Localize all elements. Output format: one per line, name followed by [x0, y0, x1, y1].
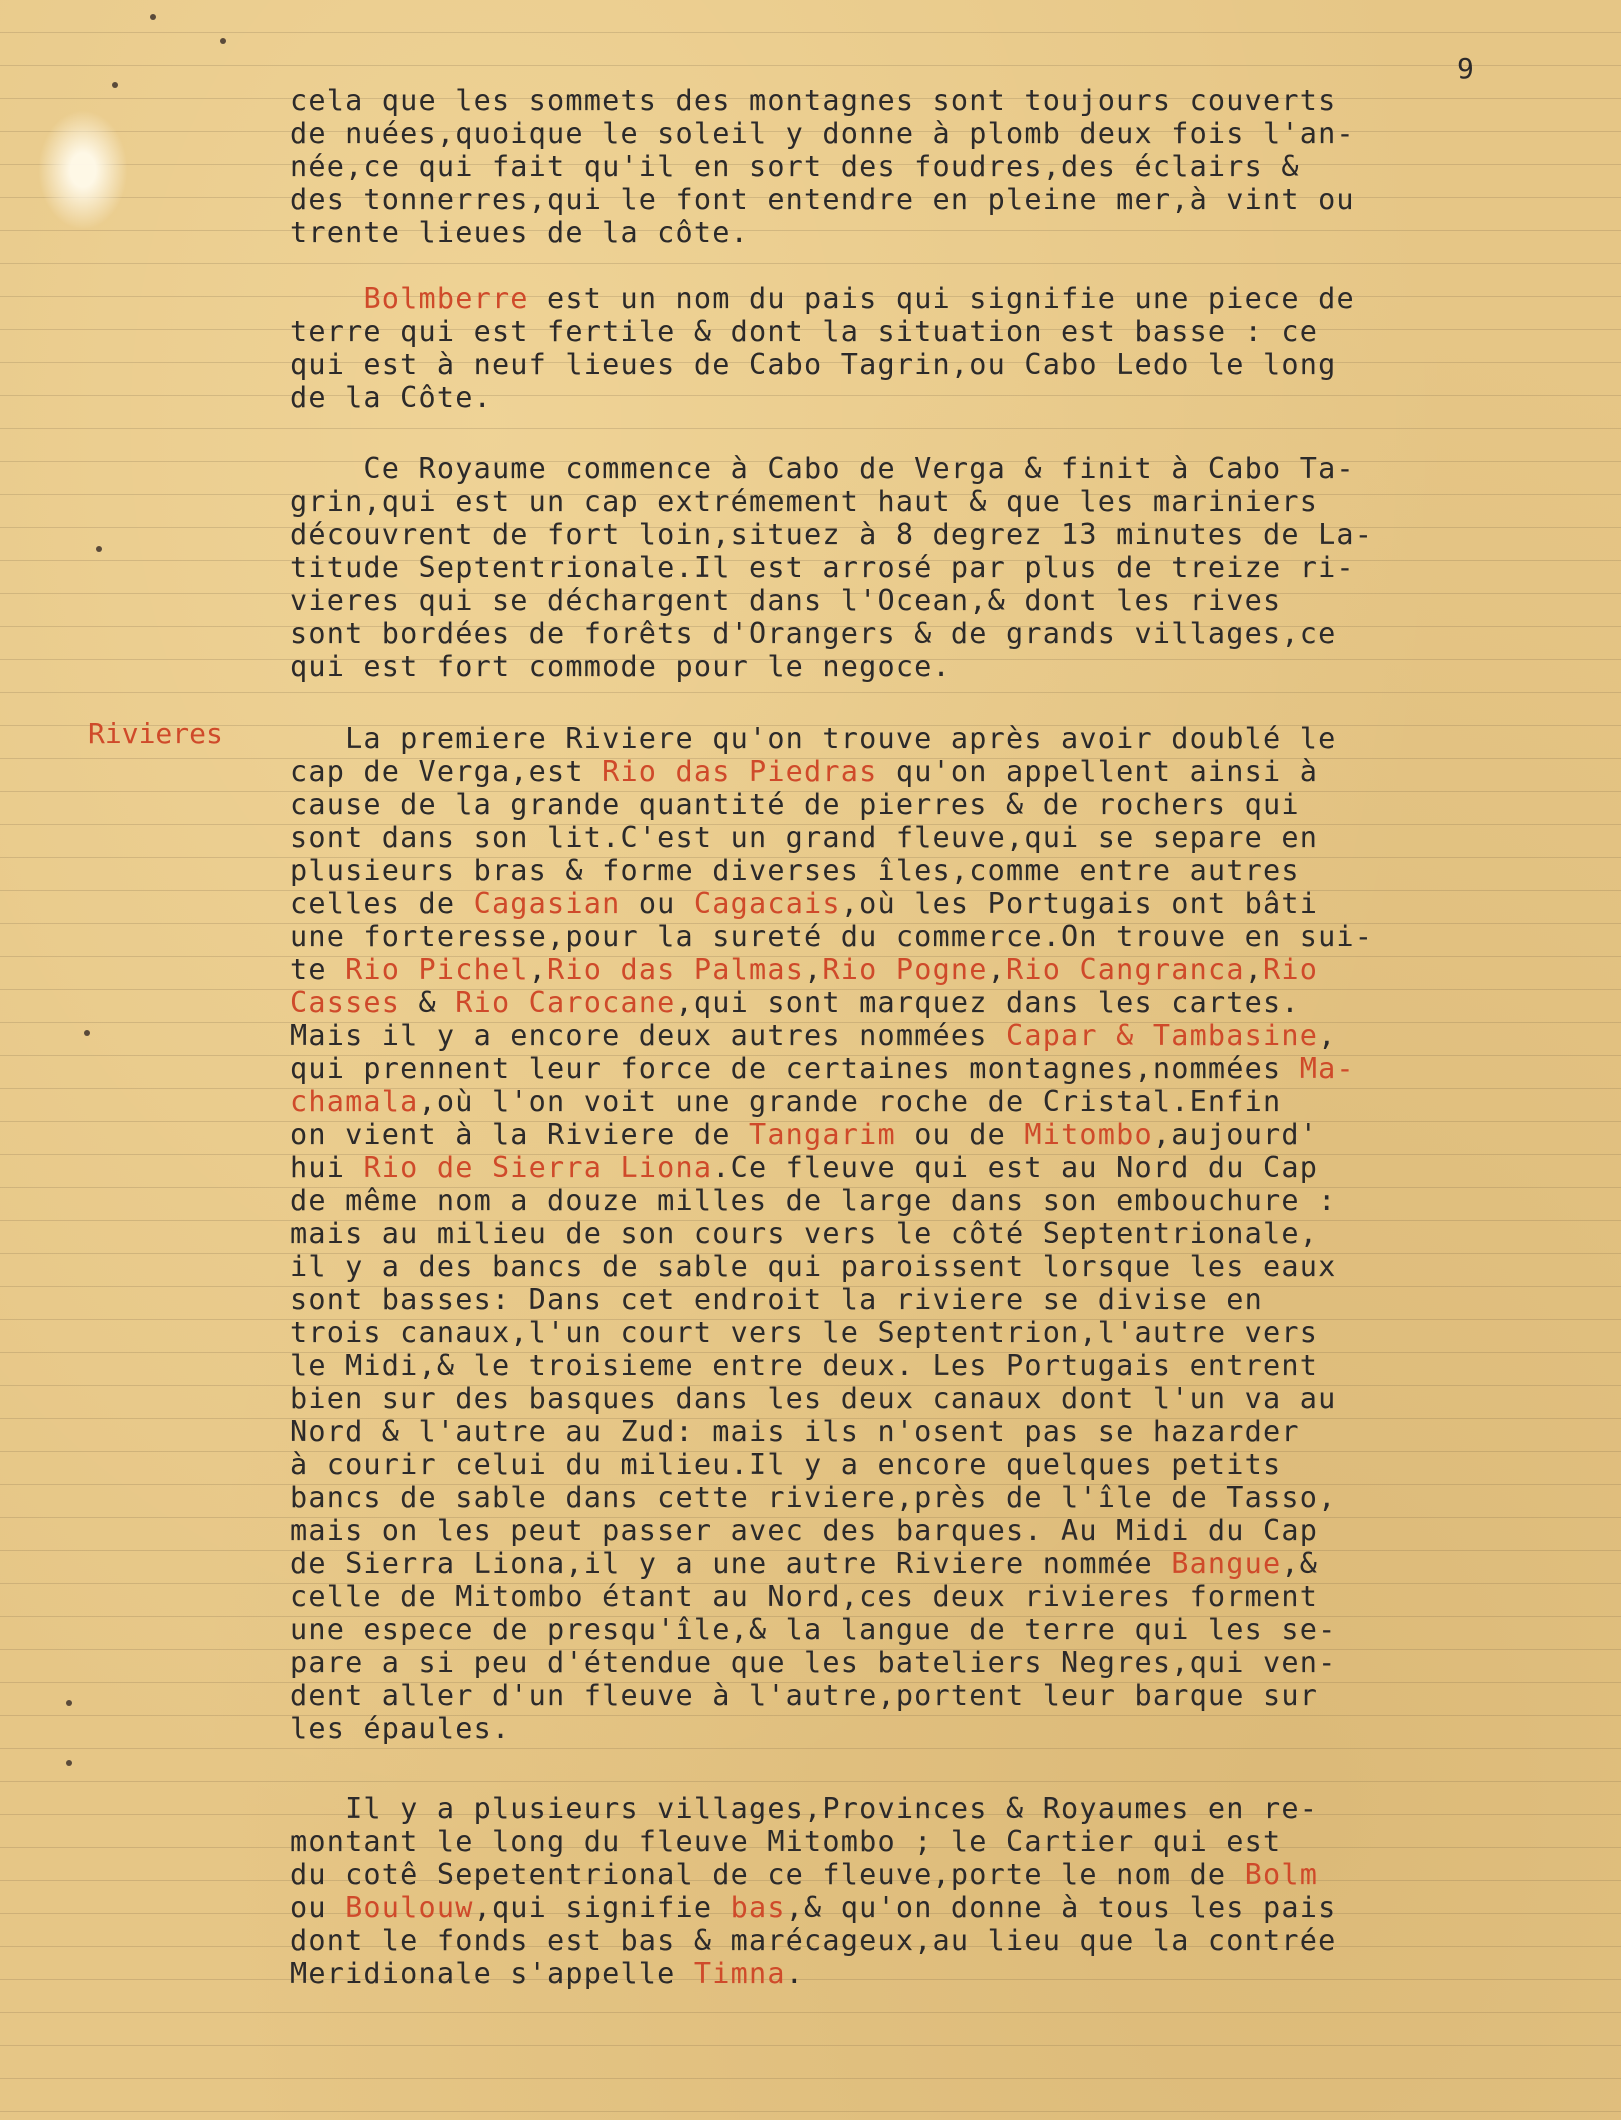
text-line	[290, 1613, 1460, 1646]
text-segment: est un nom du pais qui signifie une piece de	[528, 282, 1355, 315]
text-segment: ,	[804, 953, 823, 986]
text-segment: mais on les peut passer avec des barques. Au Midi du Cap	[290, 1514, 1319, 1547]
text-segment: ou de	[895, 1118, 1025, 1151]
text-segment: ,	[528, 953, 548, 986]
text-line	[290, 551, 1460, 584]
text-line	[290, 617, 1460, 650]
text-segment: qui est fort commode pour le negoce.	[290, 650, 951, 683]
text-line	[290, 953, 1460, 986]
page-number: 9	[1457, 52, 1474, 85]
text-segment: cela que les sommets des montagnes sont toujours couverts	[290, 84, 1337, 117]
text-segment: une forteresse,pour la sureté du commerce.On trouve en sui-	[290, 920, 1374, 953]
text-segment: qu'on appellent ainsi à	[877, 755, 1319, 788]
text-segment: Nord & l'autre au Zud: mais ils n'osent pas se hazarder	[290, 1415, 1300, 1448]
text-line	[290, 1957, 1460, 1990]
text-segment: Il y a plusieurs villages,Provinces & Royaumes en re-	[290, 1792, 1319, 1825]
text-segment: découvrent de fort loin,situez à 8 degrez 13 minutes de La-	[290, 518, 1374, 551]
text-line	[290, 1316, 1460, 1349]
text-segment: cause de la grande quantité de pierres & de rochers qui	[290, 788, 1300, 821]
place-name: Rio Cangranca	[1006, 953, 1245, 986]
place-name: Rio Carocane	[455, 986, 676, 1019]
text-segment: sont basses: Dans cet endroit la riviere se divise en	[290, 1283, 1263, 1316]
text-line	[290, 452, 1460, 485]
text-segment: de Sierra Liona,il y a une autre Riviere nommée	[290, 1547, 1172, 1580]
text-line	[290, 1481, 1460, 1514]
text-segment: ,	[1244, 953, 1264, 986]
text-segment: ou	[620, 887, 694, 920]
text-segment: des tonnerres,qui le font entendre en pleine mer,à vint ou	[290, 183, 1355, 216]
text-line	[290, 1448, 1460, 1481]
paragraph-5	[290, 1792, 1460, 1990]
text-line	[290, 650, 1460, 683]
place-name: Timna	[693, 1957, 786, 1990]
text-segment: à courir celui du milieu.Il y a encore quelques petits	[290, 1448, 1282, 1481]
text-segment: terre qui est fertile & dont la situation est basse : ce	[290, 315, 1319, 348]
text-segment: cap de Verga,est	[290, 755, 603, 788]
text-line	[290, 722, 1460, 755]
text-segment: te	[290, 953, 346, 986]
text-line	[290, 348, 1460, 381]
place-name: Rio Pichel	[345, 953, 529, 986]
place-name: Rio	[1263, 953, 1319, 986]
place-name: Rio das Piedras	[602, 755, 878, 788]
text-segment: trente lieues de la côte.	[290, 216, 749, 249]
paragraph-4	[290, 722, 1460, 1745]
text-segment: hui	[290, 1151, 364, 1184]
text-segment: les épaules.	[290, 1712, 511, 1745]
text-segment: dont le fonds est bas & marécageux,au lieu que la contrée	[290, 1924, 1337, 1957]
place-name: Casses	[290, 986, 401, 1019]
place-name: Ma-	[1299, 1052, 1355, 1085]
text-segment: du cotê Sepetentrional de ce fleuve,porte le nom de	[290, 1858, 1245, 1891]
place-name: Tangarim	[748, 1118, 896, 1151]
text-line	[290, 1283, 1460, 1316]
text-line	[290, 381, 1460, 414]
text-line	[290, 1415, 1460, 1448]
text-line	[290, 1858, 1460, 1891]
text-line	[290, 282, 1460, 315]
text-segment	[290, 282, 363, 315]
text-line	[290, 1217, 1460, 1250]
text-line	[290, 1382, 1460, 1415]
text-segment: vieres qui se déchargent dans l'Ocean,& dont les rives	[290, 584, 1282, 617]
place-name: Bolmberre	[363, 282, 529, 315]
text-line	[290, 755, 1460, 788]
text-line	[290, 887, 1460, 920]
ink-spot	[66, 1760, 72, 1766]
text-segment: ,où l'on voit une grande roche de Cristal.Enfin	[418, 1085, 1282, 1118]
place-name: Bangue	[1171, 1547, 1282, 1580]
place-name: Boulouw	[345, 1891, 474, 1924]
text-segment: ,& qu'on donne à tous les pais	[785, 1891, 1337, 1924]
text-line	[290, 986, 1460, 1019]
text-segment: sont dans son lit.C'est un grand fleuve,qui se separe en	[290, 821, 1319, 854]
text-segment: de la Côte.	[290, 381, 492, 414]
text-segment: ,où les Portugais ont bâti	[840, 887, 1319, 920]
text-segment: une espece de presqu'île,& la langue de terre qui les se-	[290, 1613, 1337, 1646]
text-line	[290, 1712, 1460, 1745]
text-segment: Ce Royaume commence à Cabo de Verga & finit à Cabo Ta-	[290, 452, 1355, 485]
text-line	[290, 1547, 1460, 1580]
text-line	[290, 788, 1460, 821]
text-segment: de nuées,quoique le soleil y donne à plomb deux fois l'an-	[290, 117, 1355, 150]
ink-spot	[150, 14, 156, 20]
text-segment: mais au milieu de son cours vers le côté Septentrionale,	[290, 1217, 1319, 1250]
text-segment: grin,qui est un cap extrémement haut & que les mariniers	[290, 485, 1319, 518]
text-segment: ,qui signifie	[473, 1891, 731, 1924]
text-segment: celles de	[290, 887, 474, 920]
paragraph-1	[290, 84, 1460, 249]
ink-spot	[66, 1700, 72, 1706]
text-line	[290, 485, 1460, 518]
text-segment: pare a si peu d'étendue que les bateliers Negres,qui ven-	[290, 1646, 1337, 1679]
text-segment: qui est à neuf lieues de Cabo Tagrin,ou Cabo Ledo le long	[290, 348, 1337, 381]
text-segment: on vient à la Riviere de	[290, 1118, 749, 1151]
text-line	[290, 1825, 1460, 1858]
text-segment: .Ce fleuve qui est au Nord du Cap	[712, 1151, 1319, 1184]
text-line	[290, 315, 1460, 348]
text-segment: bien sur des basques dans les deux canaux dont l'un va au	[290, 1382, 1337, 1415]
text-segment: plusieurs bras & forme diverses îles,comme entre autres	[290, 854, 1300, 887]
place-name: Bolm	[1244, 1858, 1319, 1891]
place-name: bas	[730, 1891, 786, 1924]
text-line	[290, 1052, 1460, 1085]
place-name: Rio das Palmas	[547, 953, 805, 986]
text-segment: dent aller d'un fleuve à l'autre,portent leur barque sur	[290, 1679, 1319, 1712]
text-segment: ,	[987, 953, 1007, 986]
text-segment: bancs de sable dans cette riviere,près de l'île de Tasso,	[290, 1481, 1337, 1514]
text-line	[290, 1891, 1460, 1924]
text-line	[290, 1679, 1460, 1712]
margin-note: Rivieres	[88, 717, 223, 750]
text-segment: de même nom a douze milles de large dans son embouchure :	[290, 1184, 1337, 1217]
text-line	[290, 117, 1460, 150]
text-segment: .	[785, 1957, 805, 1990]
text-segment: Mais il y a encore deux autres nommées	[290, 1019, 1006, 1052]
text-line	[290, 1184, 1460, 1217]
text-line	[290, 1118, 1460, 1151]
text-line	[290, 1514, 1460, 1547]
text-line	[290, 1019, 1460, 1052]
ink-spot	[112, 82, 118, 88]
text-segment: La premiere Riviere qu'on trouve après avoir doublé le	[290, 722, 1337, 755]
text-line	[290, 584, 1460, 617]
text-line	[290, 216, 1460, 249]
text-segment: montant le long du fleuve Mitombo ; le Cartier qui est	[290, 1825, 1282, 1858]
place-name: Rio de Sierra Liona	[363, 1151, 713, 1184]
text-line	[290, 821, 1460, 854]
text-segment: ,	[1318, 1019, 1337, 1052]
ink-spot	[220, 38, 226, 44]
place-name: Capar & Tambasine	[1005, 1019, 1319, 1052]
text-line	[290, 183, 1460, 216]
text-line	[290, 150, 1460, 183]
text-segment: sont bordées de forêts d'Orangers & de grands villages,ce	[290, 617, 1337, 650]
place-name: Mitombo	[1024, 1118, 1153, 1151]
text-segment: trois canaux,l'un court vers le Septentrion,l'autre vers	[290, 1316, 1319, 1349]
text-segment: ou	[290, 1891, 346, 1924]
place-name: Cagasian	[473, 887, 621, 920]
text-segment: le Midi,& le troisieme entre deux. Les Portugais entrent	[290, 1349, 1319, 1382]
text-line	[290, 1085, 1460, 1118]
text-line	[290, 1792, 1460, 1825]
text-segment: qui prennent leur force de certaines montagnes,nommées	[290, 1052, 1300, 1085]
text-line	[290, 920, 1460, 953]
text-line	[290, 1151, 1460, 1184]
place-name: Rio Pogne	[822, 953, 988, 986]
text-line	[290, 1924, 1460, 1957]
text-segment: &	[400, 986, 456, 1019]
paper-damage-stain	[38, 110, 128, 230]
text-segment: ,qui sont marquez dans les cartes.	[675, 986, 1300, 1019]
text-line	[290, 1250, 1460, 1283]
text-line	[290, 84, 1460, 117]
ink-spot	[96, 546, 102, 552]
text-line	[290, 1349, 1460, 1382]
place-name: chamala	[290, 1085, 419, 1118]
text-line	[290, 854, 1460, 887]
text-segment: Meridionale s'appelle	[290, 1957, 694, 1990]
text-segment: ,&	[1281, 1547, 1319, 1580]
ink-spot	[84, 1030, 90, 1036]
text-segment: née,ce qui fait qu'il en sort des foudres,des éclairs &	[290, 150, 1300, 183]
paragraph-3	[290, 452, 1460, 683]
text-segment: celle de Mitombo étant au Nord,ces deux rivieres forment	[290, 1580, 1319, 1613]
text-segment: titude Septentrionale.Il est arrosé par plus de treize ri-	[290, 551, 1355, 584]
text-line	[290, 1646, 1460, 1679]
text-segment: ,aujourd'	[1152, 1118, 1319, 1151]
text-line	[290, 518, 1460, 551]
text-line	[290, 1580, 1460, 1613]
paragraph-2	[290, 282, 1460, 414]
place-name: Cagacais	[693, 887, 841, 920]
text-segment: il y a des bancs de sable qui paroissent lorsque les eaux	[290, 1250, 1337, 1283]
